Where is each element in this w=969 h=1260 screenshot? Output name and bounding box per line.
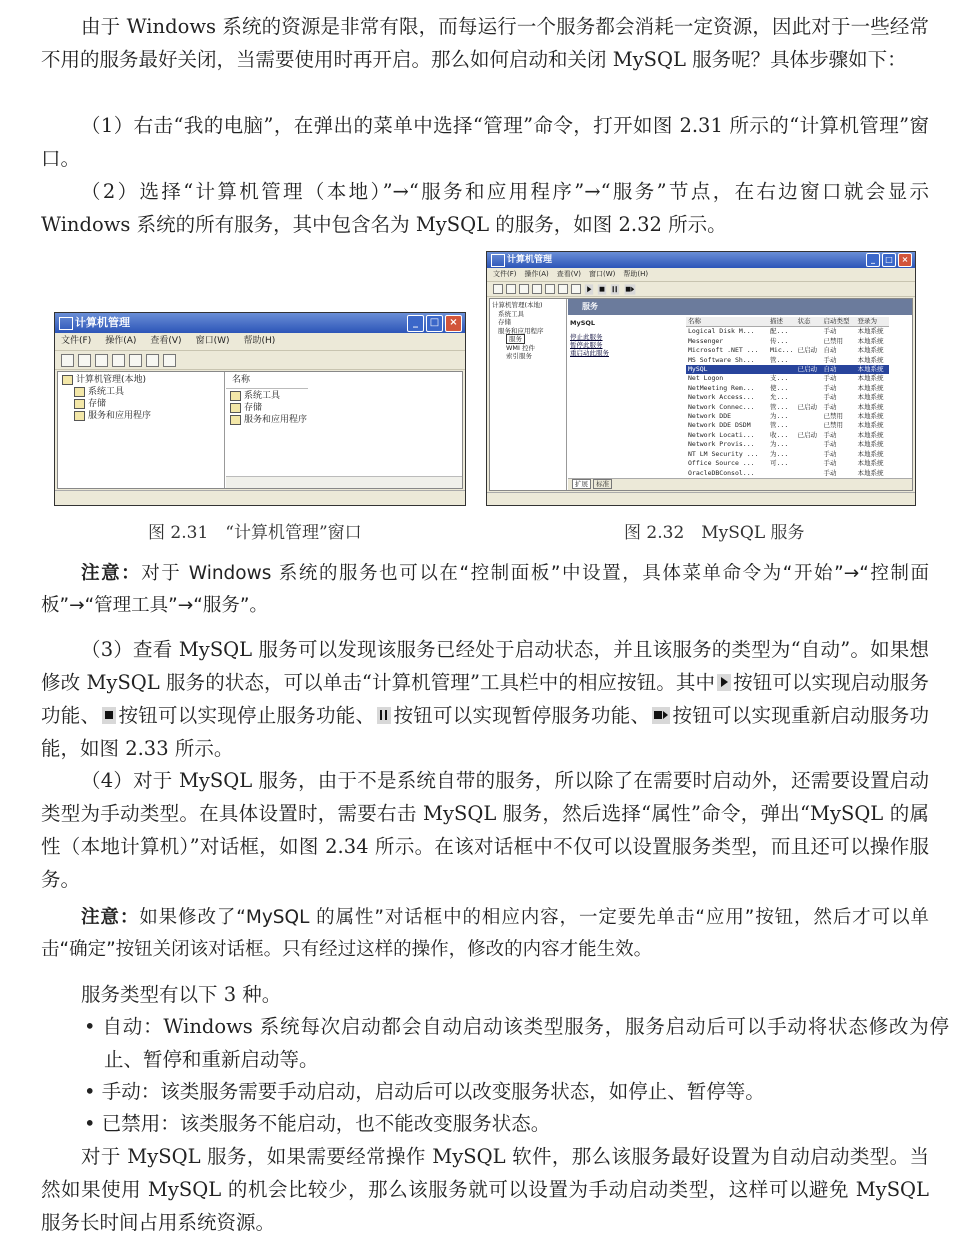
service-row[interactable] xyxy=(686,356,889,365)
service-cell: 自动 xyxy=(821,365,855,374)
tree-item-storage[interactable]: 存储 xyxy=(498,318,511,326)
step3-paragraph: （3）查看 MySQL 服务可以发现该服务已经处于启动状态，并且该服务的类型为“自动”。如果想修改 MySQL 服务的状态，可以单击“计算机管理”工具栏中的相应按钮。其中 按钮可以实现启动服务功能、 按钮可以实现停止服务功能、 按钮可以实现暂停服务功能、 按钮可以实现重新启动服务功能，如图 2.33 所示。 xyxy=(41,638,929,760)
tree-item-wmi[interactable]: WMI 控件 xyxy=(506,343,536,352)
show-tree-icon[interactable] xyxy=(112,354,125,367)
note2 xyxy=(41,902,929,966)
selected-service-name: MySQL xyxy=(570,319,596,327)
service-cell: 本地系统 xyxy=(855,365,889,374)
list-item[interactable]: 系统工具 xyxy=(230,390,458,402)
computer-icon xyxy=(491,254,505,267)
service-cell xyxy=(768,365,795,374)
status-bar xyxy=(55,490,465,505)
pause-icon xyxy=(377,707,391,724)
forward-icon[interactable] xyxy=(78,354,91,367)
computer-management-window-services xyxy=(486,251,916,506)
bullet-disabled: • 已禁用：该类服务不能启动，也不能改变服务状态。 xyxy=(84,1112,551,1135)
storage-icon xyxy=(74,399,85,409)
service-cell: Mic... xyxy=(770,346,794,355)
service-cell: 自动 xyxy=(823,346,837,355)
service-cell: 本地系统 xyxy=(857,355,884,364)
service-cell xyxy=(768,469,795,478)
service-cell: 本地系统 xyxy=(857,383,884,392)
col-logon-as[interactable]: 登录为 xyxy=(855,317,889,327)
service-cell: OracleDBConsol... xyxy=(688,468,755,477)
service-cell: 为... xyxy=(770,449,789,458)
service-cell: Network Locati... xyxy=(688,430,755,439)
service-cell: 本地系统 xyxy=(857,374,884,383)
service-cell: 手动 xyxy=(823,402,837,411)
export-icon[interactable] xyxy=(129,354,142,367)
tab-extended[interactable]: 扩展 xyxy=(572,479,591,489)
service-row[interactable] xyxy=(686,431,889,440)
service-cell: 本地系统 xyxy=(857,336,884,345)
tree-item-system-tools[interactable]: 系统工具 xyxy=(62,386,220,398)
service-cell: 手动 xyxy=(823,430,837,439)
service-cell: 传... xyxy=(770,336,789,345)
restart-icon xyxy=(652,707,670,724)
service-cell: 手动 xyxy=(823,355,837,364)
service-cell xyxy=(795,469,821,478)
step1-paragraph: （1）右击“我的电脑”，在弹出的菜单中选择“管理”命令，打开如图 2.31 所示的“计算机管理”窗口。 xyxy=(41,114,929,170)
service-cell: 手动 xyxy=(823,468,837,477)
back-icon[interactable] xyxy=(61,354,74,367)
service-cell: 已禁用 xyxy=(823,412,843,421)
service-row[interactable] xyxy=(686,374,889,383)
window-title: 计算机管理 xyxy=(75,316,130,329)
bullet-auto: • 自动：Windows 系统每次启动都会自动启动该类型服务，服务启动后可以手动将状态修改为停止、暂停和重新启动等。 xyxy=(84,1015,949,1071)
menu-view[interactable]: 查看(V) xyxy=(556,270,582,278)
service-cell xyxy=(795,450,821,459)
closing-paragraph: 对于 MySQL 服务，如果需要经常操作 MySQL 软件，那么该服务最好设置为自动启动类型。当然如果使用 MySQL 的机会比较少，那么该服务就可以设置为手动启动类型，这样可以避免 MySQL 服务长时间占用系统资源。 xyxy=(41,1145,929,1234)
pause-service-icon[interactable] xyxy=(611,284,619,294)
service-cell: Network Connec... xyxy=(688,402,755,411)
service-row[interactable] xyxy=(686,337,889,346)
service-row[interactable] xyxy=(686,327,889,337)
status-bar xyxy=(487,492,915,505)
note1-label: 注意： xyxy=(81,563,142,584)
service-row[interactable] xyxy=(686,469,889,478)
menu-file[interactable]: 文件(F) xyxy=(493,270,517,278)
service-row[interactable] xyxy=(686,421,889,430)
tree-item-services-apps[interactable]: 服务和应用程序 xyxy=(498,326,544,335)
view-tabs xyxy=(568,478,912,490)
service-cell: Messenger xyxy=(688,336,724,345)
tree-item-services[interactable]: 服务 xyxy=(506,334,525,344)
services-table xyxy=(686,317,889,478)
service-row[interactable] xyxy=(686,450,889,459)
tools-icon xyxy=(230,391,241,401)
service-cell xyxy=(795,337,821,346)
service-cell: 本地系统 xyxy=(857,440,884,449)
pause-service-link[interactable]: 暂停此服务 xyxy=(570,341,603,349)
menu-action[interactable]: 操作(A) xyxy=(105,336,137,346)
service-cell: Network DDE xyxy=(688,412,732,421)
tree-pane xyxy=(490,299,567,490)
note2-text: 如果修改了“MySQL 的属性”对话框中的相应内容，一定要先单击“应用”按钮，然后才可以单击“确定”按钮关闭该对话框。只有经过这样的操作，修改的内容才能生效。 xyxy=(41,907,929,960)
service-cell: 手动 xyxy=(823,327,837,336)
service-description-panel xyxy=(570,319,680,357)
note2-label: 注意： xyxy=(81,907,140,928)
service-cell: 管... xyxy=(770,402,789,411)
service-cell xyxy=(795,384,821,393)
menu-help[interactable]: 帮助(H) xyxy=(243,336,276,346)
services-list xyxy=(686,317,910,478)
up-icon[interactable] xyxy=(519,284,529,294)
service-cell: 可... xyxy=(770,459,789,468)
menu-bar xyxy=(55,333,465,351)
services-icon xyxy=(74,411,85,421)
tree-item-indexing[interactable]: 索引服务 xyxy=(506,352,532,360)
services-icon xyxy=(230,415,241,425)
service-cell: 本地系统 xyxy=(857,468,884,477)
restart-service-icon[interactable] xyxy=(625,284,636,294)
service-cell: 支... xyxy=(770,374,789,383)
col-status[interactable]: 状态 xyxy=(795,317,821,327)
service-row[interactable] xyxy=(686,412,889,421)
step4-paragraph: （4）对于 MySQL 服务，由于不是系统自带的服务，所以除了在需要时启动外，还需要设置启动类型为手动类型。在具体设置时，需要右击 MySQL 服务，然后选择“属性”命令，弹出“MySQL 的属性（本地计算机）”对话框，如图 2.34 所示。在该对话框中不仅可以设置服务类型，而且还可以操作服务。 xyxy=(41,769,929,891)
col-startup-type[interactable]: 启动类型 xyxy=(821,317,855,327)
figure-2-31-caption: 图 2.31 “计算机管理”窗口 xyxy=(148,523,362,543)
menu-action[interactable]: 操作(A) xyxy=(524,270,549,278)
title-bar xyxy=(55,313,465,333)
service-cell xyxy=(795,440,821,449)
service-cell xyxy=(795,356,821,365)
service-row[interactable] xyxy=(686,403,889,412)
computer-management-window-small xyxy=(54,312,466,506)
service-cell: 手动 xyxy=(823,383,837,392)
service-cell xyxy=(795,421,821,430)
help-icon[interactable] xyxy=(571,284,581,294)
service-cell: 管... xyxy=(770,355,789,364)
service-cell: 本地系统 xyxy=(857,430,884,439)
note1-text: 对于 Windows 系统的服务也可以在“控制面板”中设置，具体菜单命令为“开始”→“控制面板”→“管理工具”→“服务”。 xyxy=(41,563,929,616)
service-cell: 已启动 xyxy=(795,365,821,374)
menu-help[interactable]: 帮助(H) xyxy=(623,270,649,278)
service-cell: 已禁用 xyxy=(823,336,843,345)
help-icon[interactable] xyxy=(146,354,159,367)
service-cell: 为... xyxy=(770,412,789,421)
service-cell: Network DDE DSDM xyxy=(688,421,751,430)
stop-service-link[interactable]: 停止此服务 xyxy=(570,333,603,341)
service-cell: 收... xyxy=(770,430,789,439)
service-cell xyxy=(795,459,821,468)
menu-view[interactable]: 查看(V) xyxy=(150,336,182,346)
service-cell: 已启动 xyxy=(797,430,817,439)
stop-icon xyxy=(102,707,116,724)
minimize-icon[interactable]: _ xyxy=(866,253,880,267)
tree-item-root[interactable]: 计算机管理(本地) xyxy=(62,374,220,386)
menu-file[interactable]: 文件(F) xyxy=(61,336,92,346)
up-icon[interactable] xyxy=(95,354,108,367)
service-row[interactable] xyxy=(686,346,889,355)
service-cell: NT LM Security ... xyxy=(688,449,759,458)
menu-window[interactable]: 窗口(W) xyxy=(195,336,230,346)
play-icon xyxy=(717,674,731,691)
restart-service-link[interactable]: 重启动此服务 xyxy=(570,349,609,357)
back-icon[interactable] xyxy=(493,284,503,294)
service-row[interactable] xyxy=(686,459,889,468)
forward-icon[interactable] xyxy=(506,284,516,294)
note1 xyxy=(41,558,929,622)
tab-standard[interactable]: 标准 xyxy=(593,479,612,489)
figure-2-32-caption: 图 2.32 MySQL 服务 xyxy=(624,523,805,543)
service-cell: 本地系统 xyxy=(857,421,884,430)
service-cell: 管... xyxy=(770,421,789,430)
show-tree-icon[interactable] xyxy=(532,284,542,294)
storage-icon xyxy=(230,403,241,413)
service-cell: 允... xyxy=(770,393,789,402)
service-cell: Office Source ... xyxy=(688,459,755,468)
col-description[interactable]: 描述 xyxy=(768,317,795,327)
export-icon[interactable] xyxy=(558,284,568,294)
service-cell: 手动 xyxy=(823,374,837,383)
col-name[interactable]: 名称 xyxy=(686,317,768,327)
window-title: 计算机管理 xyxy=(507,255,553,265)
service-cell: 手动 xyxy=(823,440,837,449)
service-cell xyxy=(795,327,821,337)
service-row[interactable] xyxy=(686,393,889,402)
service-cell: 使... xyxy=(770,383,789,392)
service-cell: 手动 xyxy=(823,459,837,468)
service-row[interactable] xyxy=(686,440,889,449)
column-header-name[interactable]: 名称 xyxy=(226,372,308,389)
list-item[interactable]: 服务和应用程序 xyxy=(230,414,458,426)
service-types-intro: 服务类型有以下 3 种。 xyxy=(81,983,282,1006)
services-header: 服务 xyxy=(568,299,912,315)
maximize-icon[interactable]: □ xyxy=(882,253,896,267)
intro-paragraph: 由于 Windows 系统的资源是非常有限，而每运行一个服务都会消耗一定资源，因此对于一些经常不用的服务最好关闭，当需要使用时再开启。那么如何启动和关闭 MySQL 服务呢？具体步骤如下： xyxy=(41,15,929,71)
properties-icon[interactable] xyxy=(163,354,176,367)
stop-service-icon[interactable] xyxy=(598,284,606,294)
service-cell xyxy=(795,393,821,402)
toolbar xyxy=(487,282,915,297)
service-cell: 为... xyxy=(770,440,789,449)
menu-bar xyxy=(487,268,915,282)
list-item[interactable]: 存储 xyxy=(230,402,458,414)
minimize-icon[interactable]: _ xyxy=(407,315,424,332)
service-cell: 本地系统 xyxy=(857,459,884,468)
tree-item-system-tools[interactable]: 系统工具 xyxy=(498,309,524,318)
panes xyxy=(489,298,913,491)
service-cell: Network Access... xyxy=(688,393,755,402)
list-pane xyxy=(226,372,462,488)
service-cell: Net Logon xyxy=(688,374,724,383)
service-cell: 本地系统 xyxy=(857,327,884,336)
maximize-icon[interactable]: □ xyxy=(426,315,443,332)
computer-icon xyxy=(62,375,73,385)
title-bar xyxy=(487,252,915,268)
start-service-icon[interactable] xyxy=(585,284,593,294)
tree-item-storage[interactable]: 存储 xyxy=(62,398,220,410)
menu-window[interactable]: 窗口(W) xyxy=(589,270,616,278)
refresh-icon[interactable] xyxy=(545,284,555,294)
horizontal-scrollbar[interactable] xyxy=(226,476,462,488)
computer-icon xyxy=(59,317,73,330)
service-cell xyxy=(795,374,821,383)
services-pane xyxy=(568,299,912,490)
service-cell: 已启动 xyxy=(797,346,817,355)
bullet-manual: • 手动：该类服务需要手动启动，启动后可以改变服务状态，如停止、暂停等。 xyxy=(84,1080,765,1103)
service-cell: 手动 xyxy=(823,449,837,458)
service-cell: 本地系统 xyxy=(857,449,884,458)
service-cell: 本地系统 xyxy=(857,402,884,411)
service-cell: 本地系统 xyxy=(857,412,884,421)
close-icon[interactable]: × xyxy=(898,253,912,267)
tools-icon xyxy=(74,387,85,397)
service-cell: MySQL xyxy=(686,365,768,374)
service-cell: 本地系统 xyxy=(857,346,884,355)
service-cell: NetMeeting Rem... xyxy=(688,383,755,392)
service-cell: MS Software Sh... xyxy=(688,355,755,364)
panes xyxy=(57,371,463,489)
service-cell: Network Provis... xyxy=(688,440,755,449)
service-cell: Microsoft .NET ... xyxy=(688,346,759,355)
step2-paragraph: （2）选择“计算机管理（本地）”→“服务和应用程序”→“服务”节点，在右边窗口就会显示 Windows 系统的所有服务，其中包含名为 MySQL 的服务，如图 2.32 所示。 xyxy=(41,180,929,236)
tree-item-root[interactable]: 计算机管理(本地) xyxy=(492,301,543,309)
service-cell xyxy=(795,412,821,421)
tree-item-services-apps[interactable]: 服务和应用程序 xyxy=(62,410,220,422)
service-row[interactable] xyxy=(686,365,889,374)
service-row[interactable] xyxy=(686,384,889,393)
close-icon[interactable]: × xyxy=(445,315,462,332)
tree-pane xyxy=(58,372,225,488)
service-cell: 已启动 xyxy=(797,402,817,411)
service-cell: 本地系统 xyxy=(857,393,884,402)
service-cell: Logical Disk M... xyxy=(688,327,755,336)
service-cell: 已禁用 xyxy=(823,421,843,430)
toolbar xyxy=(55,351,465,370)
service-cell: 配... xyxy=(770,327,789,336)
service-cell: 手动 xyxy=(823,393,837,402)
